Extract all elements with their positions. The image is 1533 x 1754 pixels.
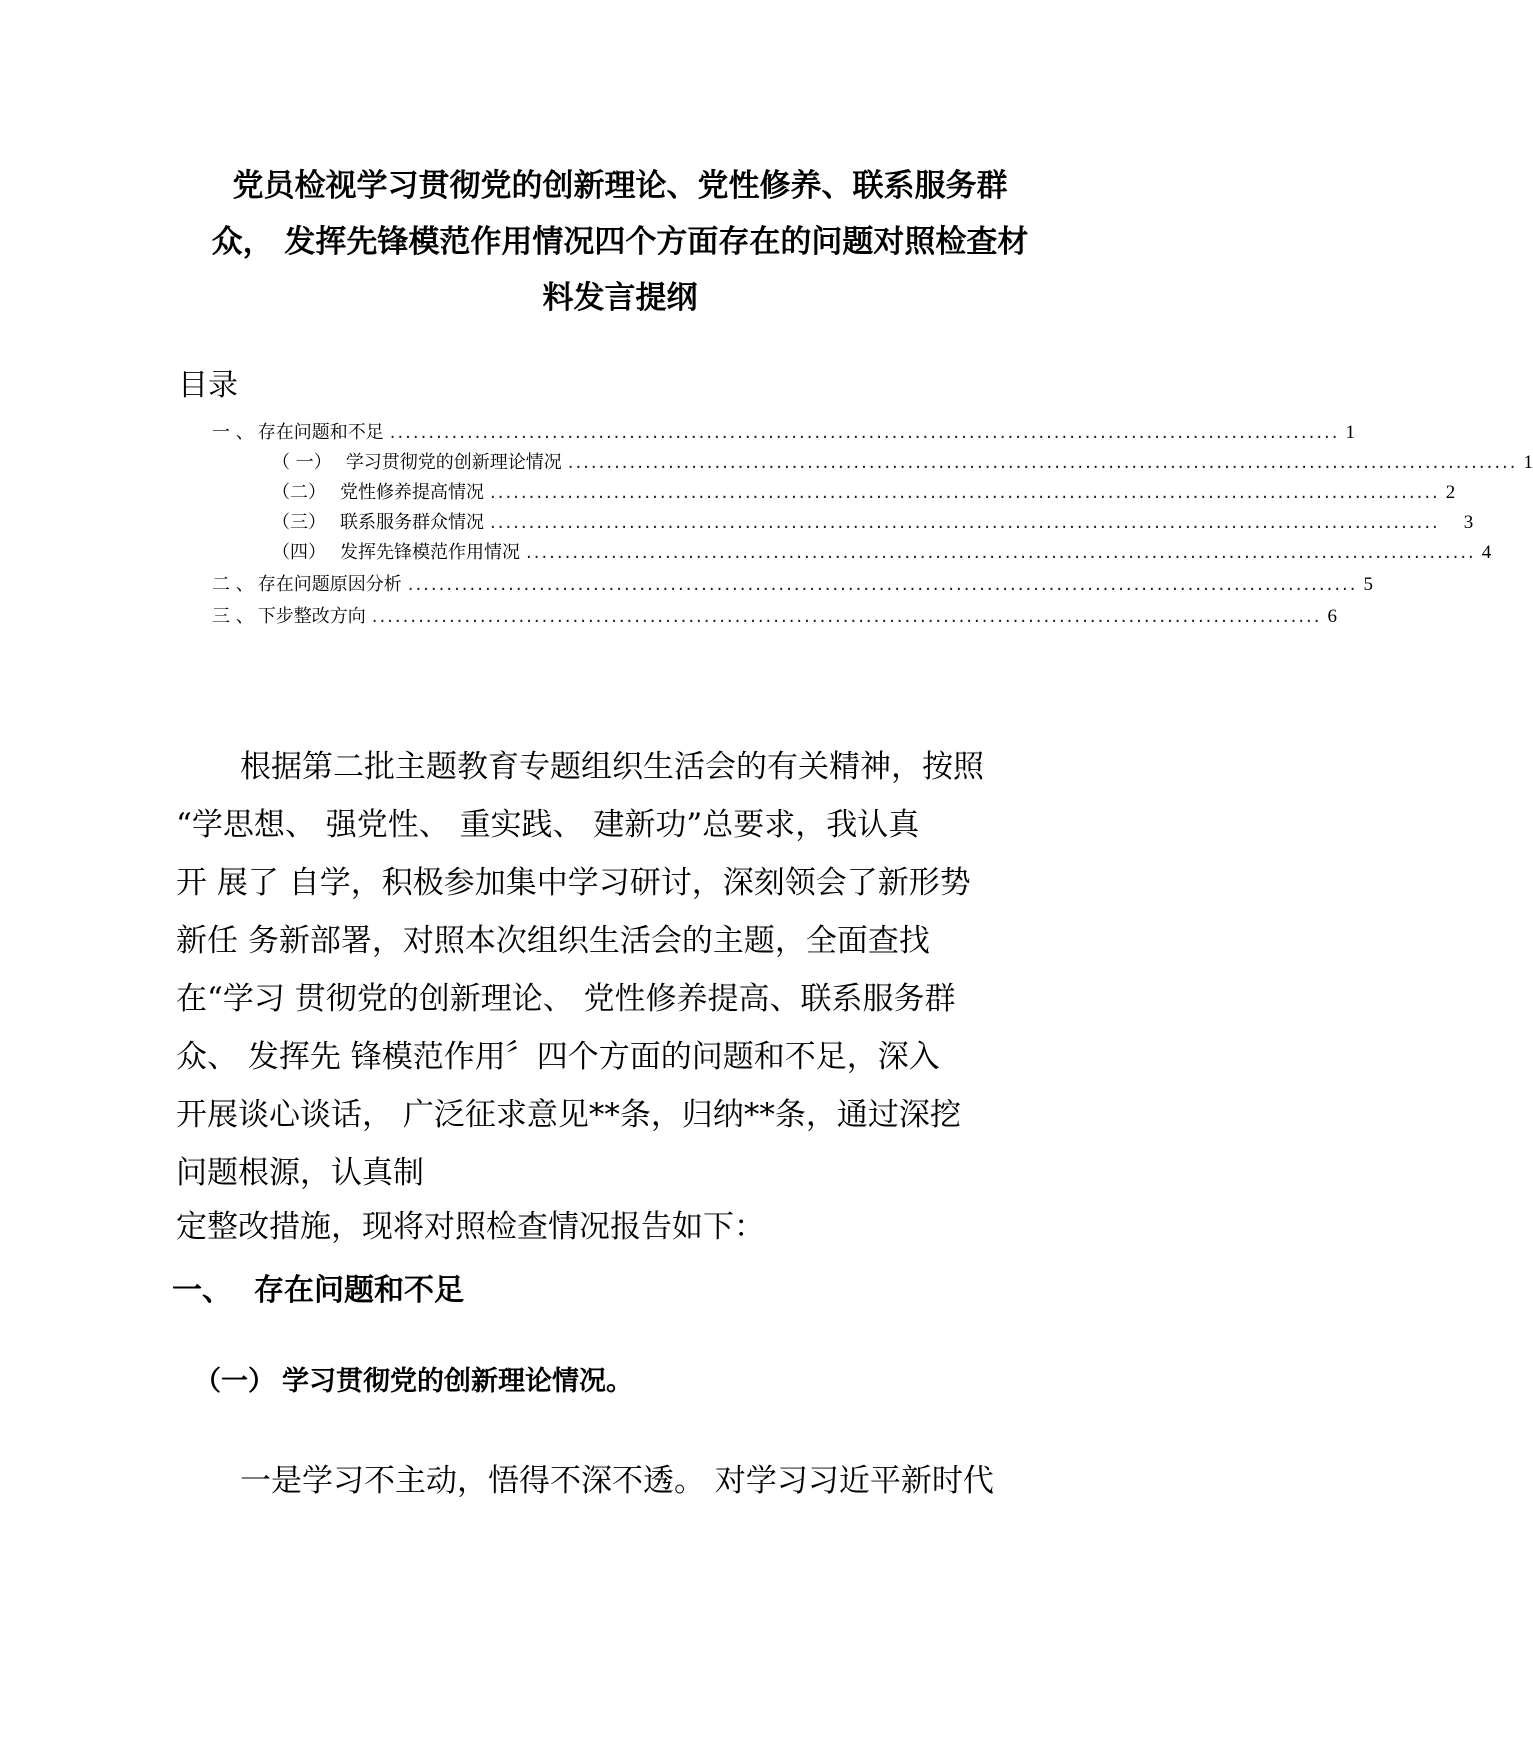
toc-dot-leader: ........................................................................................................................... <box>567 452 1518 473</box>
intro-paragraph <box>176 738 1076 1252</box>
toc-dot-leader: ........................................................................................................................... <box>490 482 1440 503</box>
toc-dot-leader: ........................................................................................................................... <box>389 422 1340 443</box>
toc-item[interactable] <box>212 602 1338 632</box>
toc-item-page: 4 <box>1481 542 1492 563</box>
toc-item[interactable] <box>212 418 1356 448</box>
intro-line-5: 在“学习 贯彻党的创新理论、 党性修养提高、联系服务群 <box>176 981 956 1017</box>
toc-item-number: （二） <box>272 482 326 503</box>
intro-line-3: 开 展了 自学，积极参加集中学习研讨，深刻领会了新形势 <box>176 865 971 901</box>
intro-line-6: 众、 发挥先 锋模范作用〞四个方面的问题和不足，深入 <box>176 1039 940 1075</box>
toc-item[interactable] <box>212 570 1374 600</box>
toc-item-label: 党性修养提高情况 <box>340 482 484 503</box>
toc-item-page: 2 <box>1445 482 1456 503</box>
title-line-2: 众， 发挥先锋模范作用情况四个方面存在的问题对照检查材 <box>211 224 1029 260</box>
toc-item[interactable] <box>272 508 1474 538</box>
subsection-title: 学习贯彻党的创新理论情况。 <box>282 1366 633 1397</box>
toc-item-page: 1 <box>1345 422 1356 443</box>
toc-item[interactable] <box>272 448 1533 478</box>
toc-item-number: 一 、 <box>212 422 254 443</box>
toc-item-label: 存在问题原因分析 <box>257 574 402 595</box>
toc-item-page: 6 <box>1327 606 1338 627</box>
document-title <box>160 158 1080 326</box>
subsection-heading <box>194 1360 633 1404</box>
intro-line-7: 开展谈心谈话， 广泛征求意见**条，归纳**条，通过深挖 <box>176 1097 961 1133</box>
toc-item-label: 存在问题和不足 <box>257 422 384 443</box>
section-title: 存在问题和不足 <box>254 1273 464 1308</box>
toc-item-label: 下步整改方向 <box>257 606 366 627</box>
toc-dot-leader: ........................................................................................................................... <box>371 606 1322 627</box>
title-line-1: 党员检视学习贯彻党的创新理论、党性修养、联系服务群 <box>232 168 1008 204</box>
toc-item-label: 发挥先锋模范作用情况 <box>340 542 520 563</box>
intro-line-9: 定整改措施，现将对照检查情况报告如下： <box>176 1209 765 1245</box>
section-number: 一、 <box>172 1273 232 1308</box>
toc-item-number: （三） <box>272 512 326 533</box>
toc-item-number: （四） <box>272 542 326 563</box>
intro-line-8: 问题根源，认真制 <box>176 1155 424 1191</box>
toc-item[interactable] <box>272 538 1492 568</box>
toc-dot-leader: ........................................................................................................................... <box>407 574 1358 595</box>
paragraph-first-line: 一是学习不主动，悟得不深不透。 对学习习近平新时代 <box>240 1463 994 1499</box>
toc-dot-leader: ........................................................................................................................... <box>490 512 1440 533</box>
toc-dot-leader: ........................................................................................................................... <box>526 542 1476 563</box>
toc-item-number: 三 、 <box>212 606 254 627</box>
toc-item-label: 联系服务群众情况 <box>340 512 484 533</box>
intro-line-4: 新任 务新部署，对照本次组织生活会的主题，全面查找 <box>176 923 930 959</box>
toc-item-number: 二 、 <box>212 574 254 595</box>
toc-heading: 目录 <box>178 369 238 402</box>
intro-line-2: “学思想、 强党性、 重实践、 建新功”总要求，我认真 <box>176 807 920 843</box>
subsection-number: （一） <box>194 1366 275 1397</box>
toc-item-page: 5 <box>1363 574 1374 595</box>
section-heading <box>172 1268 464 1314</box>
toc-item[interactable] <box>272 478 1456 508</box>
toc-item-page: 3 <box>1463 512 1474 533</box>
toc-item-page: 1 <box>1523 452 1533 473</box>
intro-line-1: 根据第二批主题教育专题组织生活会的有关精神，按照 <box>240 749 984 785</box>
title-line-3: 料发言提纲 <box>542 280 698 316</box>
toc-item-label: 学习贯彻党的创新理论情况 <box>345 452 562 473</box>
toc-item-number: （ 一） <box>272 452 332 473</box>
